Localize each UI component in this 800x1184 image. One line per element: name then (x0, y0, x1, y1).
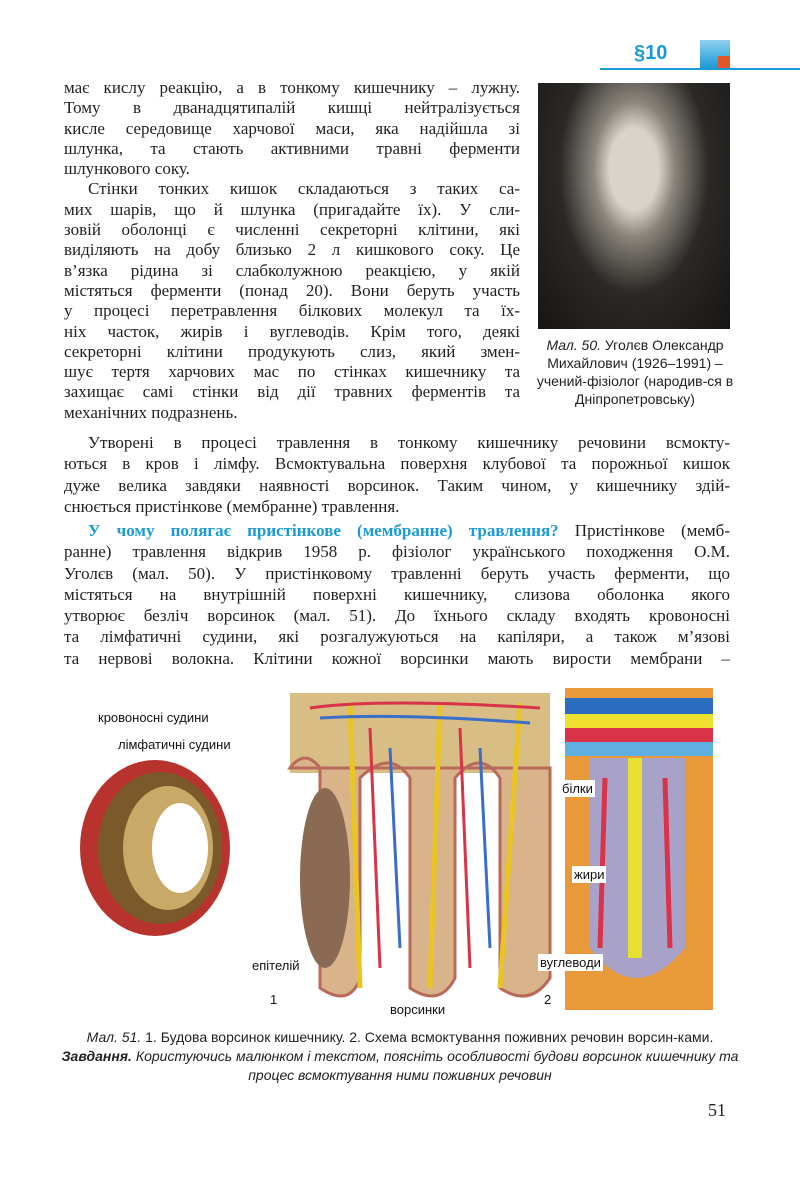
text-line: зовій оболонці є численні секреторні клітини, які (64, 220, 520, 240)
text-line: та лімфатичні судини, які розгалужуються на капіляри, а також м’язові (64, 627, 730, 647)
text-line: шує тертя харчових мас по стінках кишечнику та (64, 362, 520, 382)
label-blood-vessels: кровоносні судини (98, 710, 209, 725)
text-line: мих шарів, що й шлунка (пригадайте їх). У сли- (64, 199, 520, 219)
label-carbohydrates: вуглеводи (540, 955, 601, 970)
text-line: дуже велика завдяки наявності ворсинок. Таким чином, у кишечнику здій- (64, 475, 730, 495)
label-part-2: 2 (544, 992, 552, 1007)
figure-50-caption (530, 336, 740, 408)
body-paragraph (64, 432, 730, 517)
text-span: Пристінкове (мемб- (558, 521, 730, 540)
intestine-ring (80, 760, 230, 936)
text-line: Тому в дванадцятипалій кишці нейтралізується (64, 98, 520, 118)
text-line: секреторні клітини продукують слиз, який змен- (64, 341, 520, 361)
text-line (64, 520, 730, 541)
text-line: та нервові волокна. Клітини кожної ворсинки мають вирости мембрани – (64, 648, 730, 668)
text-line: у процесі перетравлення білкових молекул та їх- (64, 301, 520, 321)
figure-caption-text: Уголєв Олександр Михайлович (1926–1991) – учений-фізіолог (народив-ся в Дніпропетровську) (536, 337, 734, 407)
text-line: ніх часток, жирів і вуглеводів. Крім того, деякі (64, 321, 520, 341)
text-line: Стінки тонких кишок складаються з таких са- (88, 179, 520, 199)
label-proteins: білки (562, 781, 593, 796)
text-line: ються в кров і лімфу. Всмоктувальна поверхня клубової та порожньої кишок (64, 454, 730, 474)
section-header (600, 40, 800, 72)
text-line: містяться на внутрішній поверхні кишечнику, слизова оболонка якого (64, 584, 730, 604)
text-line: Утворені в процесі травлення в тонкому кишечнику речовини всмокту- (88, 433, 730, 452)
header-decor-square (718, 56, 730, 68)
text-line: виділяють на добу близько 2 л кишкового соку. Це (64, 240, 520, 260)
portrait-photo (538, 83, 730, 329)
villi-section (290, 693, 550, 996)
text-line: шлункового соку. (64, 159, 190, 179)
section-number: §10 (634, 42, 668, 64)
text-line: кисле середовище харчової маси, яка надійшла зі (64, 118, 520, 138)
label-villi: ворсинки (390, 1002, 446, 1017)
text-line: утворює безліч ворсинок (мал. 51). До їхнього складу входять кровоносні (64, 606, 730, 626)
task-label: Завдання. (61, 1048, 132, 1064)
task-text: Користуючись малюнком і текстом, поясніть особливості будови ворсинок кишечнику та процес всмоктування ними поживних речовин (131, 1048, 739, 1083)
header-rule (600, 68, 800, 70)
label-fats: жири (574, 867, 605, 882)
figure-label: Мал. 50. (546, 337, 602, 353)
figure-51-caption (60, 1028, 740, 1085)
figure-caption-text: 1. Будова ворсинок кишечнику. 2. Схема всмоктування поживних речовин ворсин-ками. (141, 1029, 714, 1045)
column-text (64, 78, 520, 423)
label-epithelium: епітелій (252, 958, 300, 973)
figure-label: Мал. 51. (86, 1029, 142, 1045)
text-line: Уголєв (мал. 50). У пристінковому травленні беруть участь ферменти, що (64, 563, 730, 583)
question-heading: У чому полягає пристінкове (мембранне) травлення? (88, 521, 559, 540)
question-paragraph (64, 520, 730, 669)
label-lymph-vessels: лімфатичні судини (118, 737, 231, 752)
page-number: 51 (708, 1100, 726, 1120)
text-line: захищає самі стінки від дії травних ферментів та (64, 382, 520, 402)
figure-51 (60, 688, 740, 1018)
text-line: механічних подразнень. (64, 402, 238, 422)
text-line: ранне) травлення відкрив 1958 р. фізіолог українського походження О.М. (64, 542, 730, 562)
text-line: в’язка рідина зі слабколужною реакцією, у якій (64, 260, 520, 280)
text-line: має кислу реакцію, а в тонкому кишечнику – лужну. (64, 78, 520, 97)
text-line: містяться ферменти (понад 20). Вони беруть участь (64, 280, 520, 300)
text-line: шлунка, та стають активними травні ферменти (64, 138, 520, 158)
label-part-1: 1 (270, 992, 278, 1007)
text-line: снюється пристінкове (мембранне) травлення. (64, 496, 400, 516)
